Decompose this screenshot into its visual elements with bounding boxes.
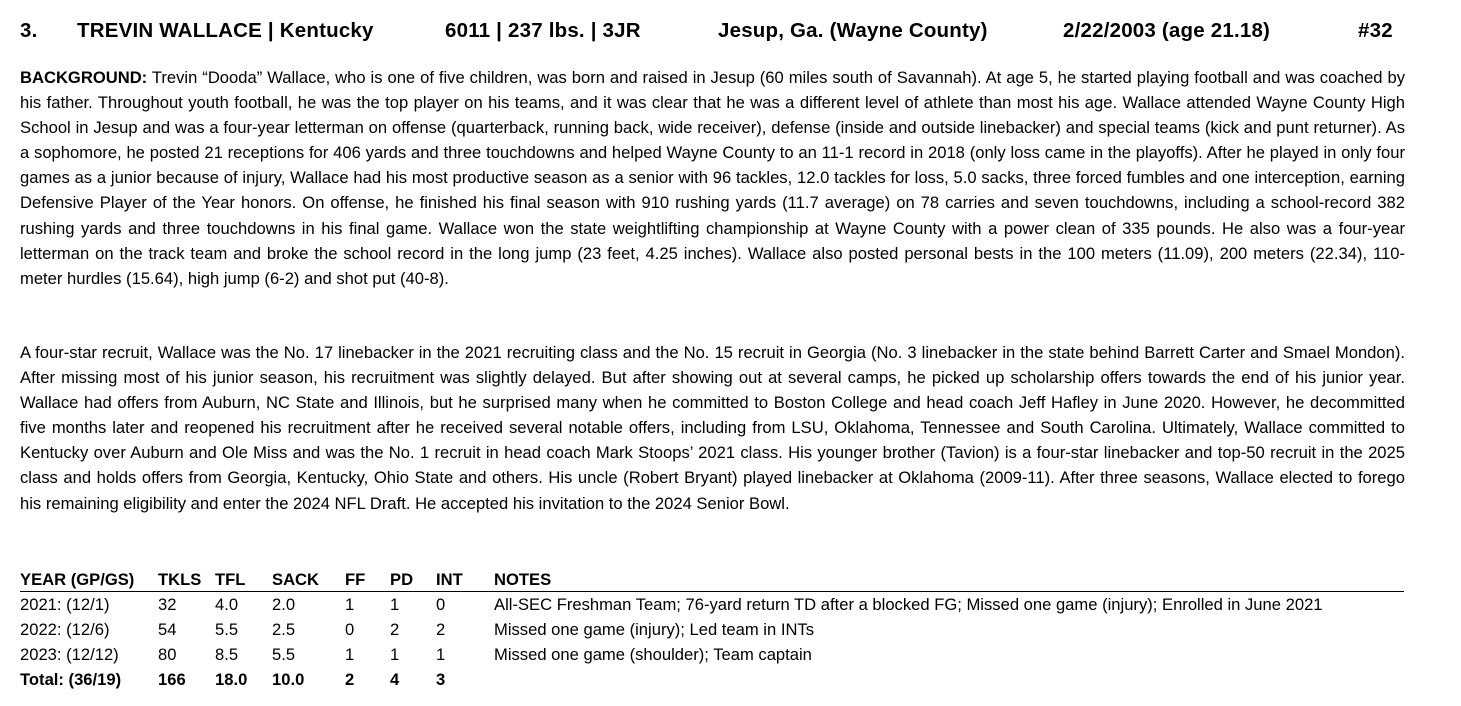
- cell-ff: 1: [345, 594, 355, 614]
- background-text-1: Trevin “Dooda” Wallace, who is one of five children, was born and raised in Jesup (60 miles south of Savannah). At age 5, he started playing football and was coached by his father. Throughout youth football, he was the top player on his teams, and it was clear that he was a different level of athlete than most his age. Wallace attended Wayne County High School in Jesup and was a four-year letterman on offense (quarterback, running back, wide receiver), defense (inside and outside linebacker) and special teams (kick and punt returner). As a sophomore, he posted 21 receptions for 406 yards and three touchdowns and helped Wayne County to an 11-1 record in 2018 (only loss came in the playoffs). After he played in only four games as a junior because of injury, Wallace had his most productive season as a senior with 96 tackles, 12.0 tackles for loss, 5.0 sacks, three forced fumbles and one interception, earning Defensive Player of the Year honors. On offense, he finished his final season with 910 rushing yards (11.7 average) on 78 carries and seven touchdowns, including a school-record 382 rushing yards and three touchdowns in his final game. Wallace won the state weightlifting championship at Wayne County with a power clean of 335 pounds. He also was a four-year letterman on the track team and broke the school record in the long jump (23 feet, 4.25 inches). Wallace also posted personal bests in the 100 meters (11.09), 200 meters (22.34), 110-meter hurdles (15.64), high jump (6-2) and shot put (40-8).: [20, 68, 1405, 288]
- cell-tfl: 8.5: [215, 644, 239, 664]
- cell-pd: 4: [390, 669, 400, 689]
- cell-notes: All-SEC Freshman Team; 76-yard return TD after a blocked FG; Missed one game (injury); Enrolled in June 2021: [494, 594, 1323, 614]
- prospect-birthdate: 2/22/2003 (age 21.18): [1063, 19, 1271, 42]
- column-header-sacks: SACK: [272, 568, 345, 592]
- prospect-header: [20, 19, 1405, 49]
- column-header-tfl: TFL: [215, 568, 272, 592]
- column-header-year: YEAR (GP/GS): [20, 568, 158, 592]
- cell-sacks: 2.0: [272, 594, 296, 614]
- cell-pd: 2: [390, 619, 400, 639]
- background-label: BACKGROUND:: [20, 68, 148, 87]
- cell-sacks: 2.5: [272, 619, 296, 639]
- cell-year: 2023: (12/12): [20, 644, 119, 664]
- prospect-name-school: TREVIN WALLACE | Kentucky: [77, 19, 374, 42]
- cell-tackles: 166: [158, 669, 186, 689]
- prospect-jersey-number: #32: [1358, 19, 1393, 42]
- stats-header-row: [20, 568, 1404, 592]
- cell-int: 0: [436, 594, 446, 614]
- cell-year: Total: (36/19): [20, 669, 122, 689]
- column-header-int: INT: [436, 568, 494, 592]
- prospect-rank: 3.: [20, 19, 38, 42]
- table-row: [20, 592, 1404, 618]
- column-header-tackles: TKLS: [158, 568, 215, 592]
- cell-pd: 1: [390, 644, 400, 664]
- cell-tackles: 32: [158, 594, 177, 614]
- cell-sacks: 5.5: [272, 644, 296, 664]
- cell-int: 2: [436, 619, 446, 639]
- cell-notes: [494, 667, 1404, 692]
- cell-ff: 2: [345, 669, 355, 689]
- cell-tackles: 54: [158, 619, 177, 639]
- cell-year: 2021: (12/1): [20, 594, 110, 614]
- column-header-pd: PD: [390, 568, 436, 592]
- cell-tfl: 5.5: [215, 619, 239, 639]
- cell-int: 3: [436, 669, 446, 689]
- column-header-ff: FF: [345, 568, 390, 592]
- stats-table: [20, 568, 1404, 692]
- background-paragraph-1: [20, 65, 1405, 291]
- prospect-hometown: Jesup, Ga. (Wayne County): [718, 19, 988, 42]
- cell-tfl: 18.0: [215, 669, 248, 689]
- cell-pd: 1: [390, 594, 400, 614]
- column-header-notes: NOTES: [494, 568, 1404, 592]
- prospect-measurables: 6011 | 237 lbs. | 3JR: [445, 19, 641, 42]
- cell-notes: Missed one game (shoulder); Team captain: [494, 644, 812, 664]
- table-row: [20, 642, 1404, 667]
- cell-ff: 1: [345, 644, 355, 664]
- table-row: [20, 617, 1404, 642]
- cell-sacks: 10.0: [272, 669, 305, 689]
- totals-row: [20, 667, 1404, 692]
- background-paragraph-2: A four-star recruit, Wallace was the No. 17 linebacker in the 2021 recruiting class and the No. 15 recruit in Georgia (No. 3 linebacker in the state behind Barrett Carter and Smael Mondon). After missing most of his junior season, his recruitment was slightly delayed. But after showing out at several camps, he picked up scholarship offers towards the end of his junior year. Wallace had offers from Auburn, NC State and Illinois, but he surprised many when he committed to Boston College and head coach Jeff Hafley in June 2020. However, he decommitted five months later and reopened his recruitment after he received several notable offers, including from LSU, Oklahoma, Tennessee and South Carolina. Ultimately, Wallace committed to Kentucky over Auburn and Ole Miss and was the No. 1 recruit in head coach Mark Stoops’ 2021 class. His younger brother (Tavion) is a four-star linebacker and top-50 recruit in the 2025 class and holds offers from Georgia, Kentucky, Ohio State and others. His uncle (Robert Bryant) played linebacker at Oklahoma (2009-11). After three seasons, Wallace elected to forego his remaining eligibility and enter the 2024 NFL Draft. He accepted his invitation to the 2024 Senior Bowl.: [20, 343, 1405, 513]
- cell-tackles: 80: [158, 644, 177, 664]
- cell-ff: 0: [345, 619, 355, 639]
- cell-int: 1: [436, 644, 446, 664]
- cell-notes: Missed one game (injury); Led team in INTs: [494, 619, 815, 639]
- cell-tfl: 4.0: [215, 594, 239, 614]
- cell-year: 2022: (12/6): [20, 619, 110, 639]
